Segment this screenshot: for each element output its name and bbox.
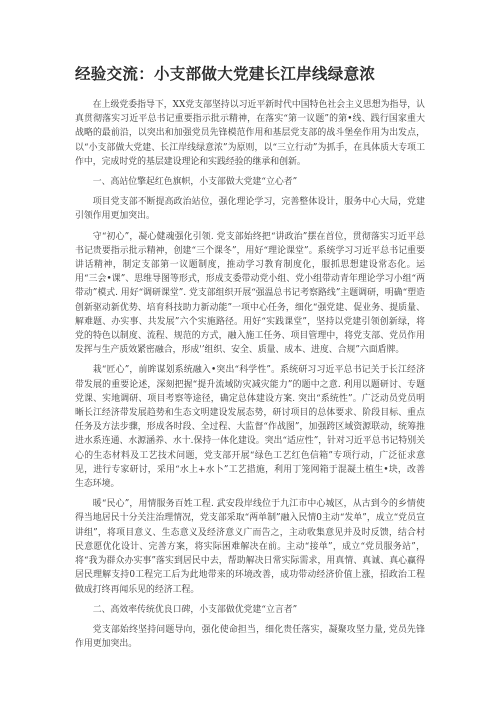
section-2-summary: 党支部始终坚持问题导向，强化使命担当，细化贵任落实，凝聚攻坚力量, 党员先锋作用更加突出。 (75, 624, 425, 650)
paragraph-minxin: 暖“民心”，用情服务百姓工程. 武安段岸线位于九江市中心城区，从古到今的乡情使得当地居民十分关注治理情况，党支部采取“两单制”融入民情0主动“发单”，成立“党员宣讲组”，将项目意义、生态意义及经济意义广而告之，主动收集意见并及时反馈，结合村民意愿优化设计、完善方案，将实际困难解决在前。主动“接单”，成立“党员服务站”，将“我为群众办实事”落实到居民中去，帮助解决日常实际需求，用真情、真诚、真心赢得居民理解支持0工程完工后为此地带来的环境改善，成功带动经济价值上涨，招政治工程做成打终再闻乐见的经济工程。 (75, 499, 425, 595)
section-heading-1: 一、高站位擎起红色旗帜，小支部做大党建“立心者” (92, 177, 298, 188)
paragraph-jiangxin: 栽“匠心”，前眸谋划系统融入•突出“科学性”。系统研习习近平总书记关于长江经济带发展的重要论述，深刻把握“提升流域防灾减灾能力”的题中之意. 利用以题研讨、专题党课、实地调研、项目考察等途径，确定总体建设方案. 突出“系统性”。广泛动员党员明晰长江经济带发展趋势和生态文明建设发展态势，研讨项目的总体要求、阶段目标、重点任务及方法步骤，形成各时段、全过程、大监督“作战图”，加强跨区域资源联动，统筹推进水系连通、水源涵养、水十.保持一体化建设。突出“适应性”，针对习近平总书记特别关心的生态材料及工艺技术问题，党支部开展“绿色工艺红色信箱”专项行动，广泛征求意见，进行专家研讨，采用“水上+水卜”工艺措施，利用丁笼网箱于混凝土植生•块，改善生态环境。 (75, 365, 425, 490)
paragraph-chuxin: 守“初心”，凝心健魂强化引领. 党支部始终把“讲政治”摆在首位，贯彻落实习近平总书记贵要指示批示精神，创建“三个课冬”，用好“理论课堂”。系统学习习近平总书记重要讲话精神，制定支部第一议题制度，推动学习教育制度化，服抓思想建设常态化。运用“三会•课”、思维导图等形式，形成支委带动党小组、党小组带动青年理论学习小组“两带动”模式. 用好“调研课堂”. 党支部组织开展“强温总书记考察路线”主题调研，明确“塑造创新驱动新优势、培育科技助力新动能”一项中心任务，细化“强党建、促业务、提质量、解难题、办实事、共发展”六个实施路径。用好“实践课堂”，坚持以党建引领创新绿，将党的特色以制度、流程、规范的方式，融入施工任务、项目管理中，将党支部、党员作用发挥与生产质效紧密融合，形成'’组织、安全、质量、成本、进度、合规”六面盾牌。 (75, 231, 425, 356)
section-1-summary: 项目党支部不断提高政治站位，强化理论学习，完善整体设计，服务中心大局，党建引领作用更加突出。 (75, 197, 425, 222)
document-title: 经验交流：小支部做大党建长江岸线绿意浓 (75, 64, 376, 83)
section-heading-2: 二、高效率传统优良口碑，小支部做优党建“立言者” (92, 604, 298, 615)
intro-paragraph: 在上级党委指导下，XX党支部坚持以习近平新时代中国特色社会主义思想为指导，认真贯彻落实习近平总书记重要指示批示精神，在落实“第一议题”的第•线、践行国家重大战略的最前沿，以突出和加强党员先锋模范作用和基层党支部的战斗堡垒作用为出发点，以“小支部做大党建、长江岸线绿意浓”为原则，以“三立行动”为抓手，在具体质大专项工作中，完成时党的基层建设理论和实践经验的继承和创新。 (75, 100, 425, 167)
